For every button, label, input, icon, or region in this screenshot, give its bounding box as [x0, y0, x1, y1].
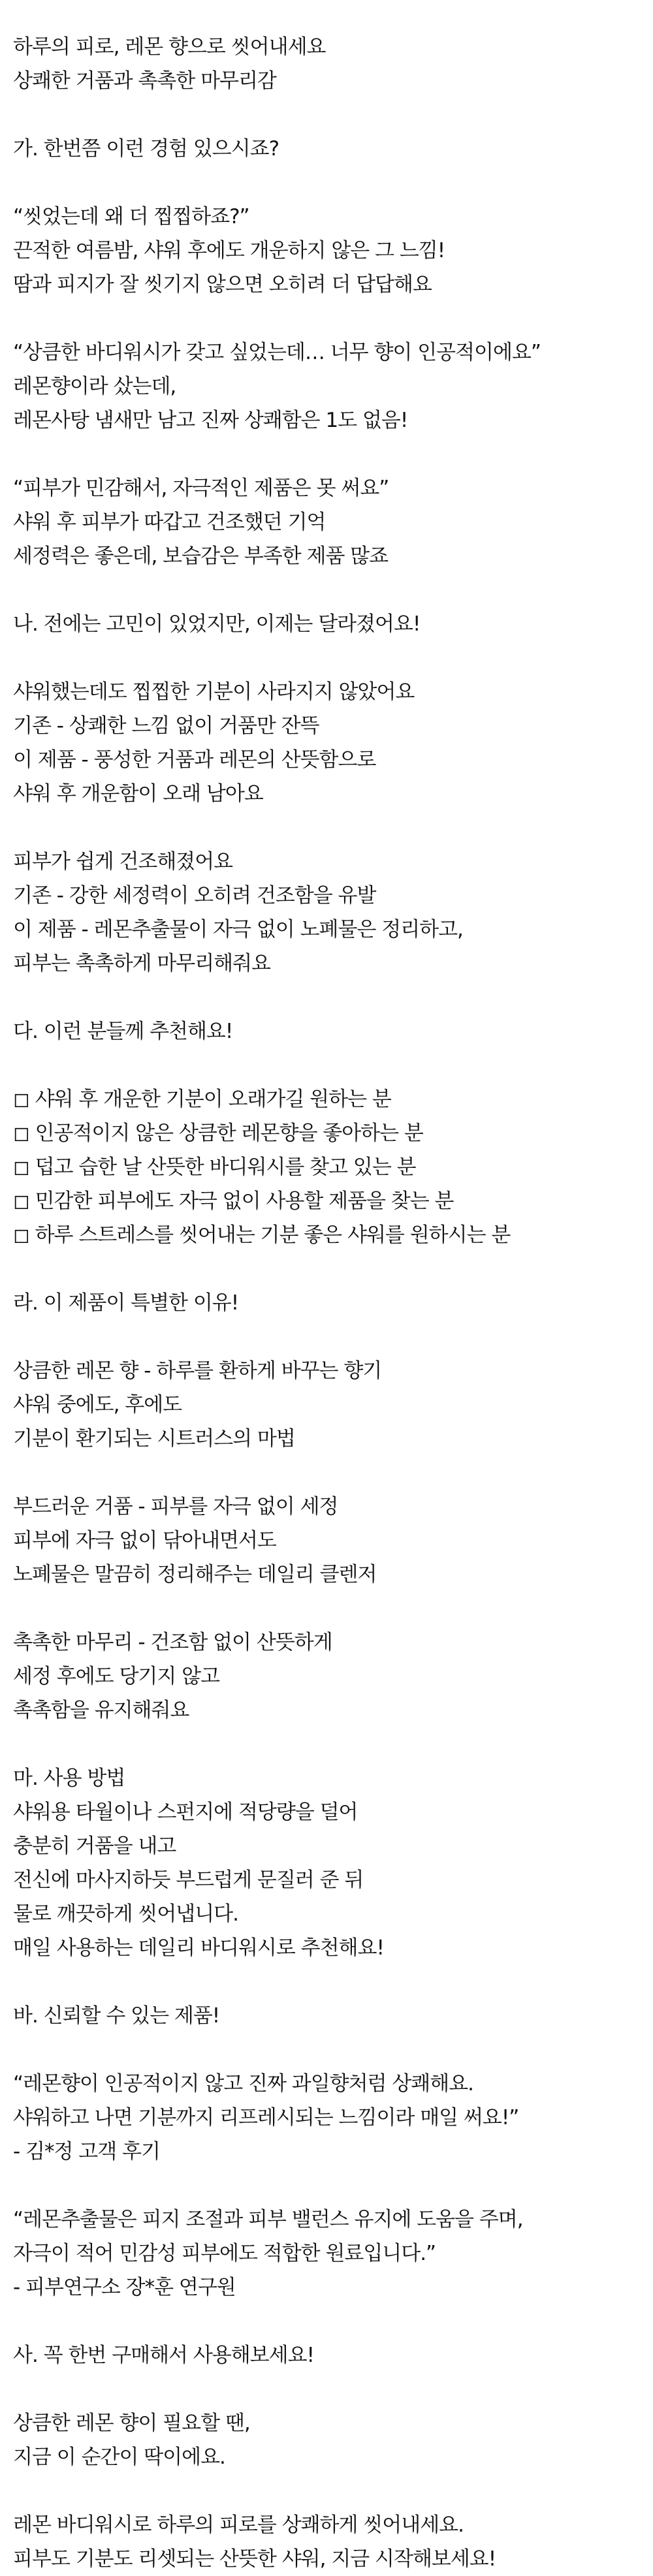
paragraph-spacer — [13, 437, 653, 471]
text-line: 상쾌한 거품과 촉촉한 마무리감 — [13, 69, 276, 93]
text-line: 기존 - 상쾌한 느낌 없이 거품만 잔뜩 — [13, 714, 319, 738]
paragraph-spacer — [13, 2474, 653, 2508]
paragraph-spacer — [13, 2169, 653, 2203]
text-line: 자극이 적어 민감성 피부에도 적합한 원료입니다.” — [13, 2242, 436, 2265]
paragraph-spacer — [13, 2033, 653, 2067]
text-line: “상큼한 바디워시가 갖고 싶었는데… 너무 향이 인공적이에요” — [13, 341, 541, 364]
text-line: “씻었는데 왜 더 찝찝하죠?” — [13, 205, 249, 228]
text-line: 피부에 자극 없이 닦아내면서도 — [13, 1529, 276, 1552]
text-line: - 피부연구소 장*훈 연구원 — [13, 2276, 236, 2299]
text-block — [13, 1286, 653, 1320]
text-line: ◻ 샤워 후 개운한 기분이 오래가길 원하는 분 — [13, 1088, 391, 1111]
paragraph-spacer — [13, 981, 653, 1014]
paragraph-spacer — [13, 2372, 653, 2406]
text-line: 샤워하고 나면 기분까지 리프레시되는 느낌이라 매일 써요!” — [13, 2106, 519, 2129]
text-line: 샤워 후 개운함이 오래 남아요 — [13, 782, 263, 806]
text-block — [13, 1761, 653, 1965]
text-line: 세정 후에도 당기지 않고 — [13, 1665, 220, 1688]
paragraph-spacer — [13, 98, 653, 132]
paragraph-spacer — [13, 573, 653, 607]
paragraph-spacer — [13, 1592, 653, 1626]
text-line: “피부가 민감해서, 자극적인 제품은 못 써요” — [13, 477, 389, 500]
text-line: 피부는 촉촉하게 마무리해줘요 — [13, 952, 271, 975]
text-block — [13, 30, 653, 98]
text-block — [13, 1354, 653, 1456]
text-line: 세정력은 좋은데, 보습감은 부족한 제품 많죠 — [13, 544, 389, 568]
text-line: 라. 이 제품이 특별한 이유! — [13, 1291, 239, 1315]
paragraph-spacer — [13, 2304, 653, 2338]
text-line: 피부도 기분도 리셋되는 산뜻한 샤워, 지금 시작해보세요! — [13, 2547, 496, 2571]
text-block — [13, 1626, 653, 1727]
text-line: 레몬향이라 샀는데, — [13, 375, 176, 398]
paragraph-spacer — [13, 302, 653, 336]
text-line: 이 제품 - 풍성한 거품과 레몬의 산뜻함으로 — [13, 748, 376, 772]
text-line: 촉촉함을 유지해줘요 — [13, 1699, 189, 1722]
text-line: 가. 한번쯤 이런 경험 있으시죠? — [13, 137, 279, 161]
text-line: 노폐물은 말끔히 정리해주는 데일리 클렌저 — [13, 1563, 377, 1586]
text-line: 하루의 피로, 레몬 향으로 씻어내세요 — [13, 35, 326, 59]
text-line: 지금 이 순간이 딱이에요. — [13, 2445, 225, 2469]
text-block — [13, 1490, 653, 1592]
text-line: 촉촉한 마무리 - 건조함 없이 산뜻하게 — [13, 1631, 332, 1654]
text-line: ◻ 하루 스트레스를 씻어내는 기분 좋은 샤워를 원하시는 분 — [13, 1223, 511, 1247]
paragraph-spacer — [13, 1048, 653, 1082]
text-line: 기분이 환기되는 시트러스의 마법 — [13, 1427, 295, 1451]
text-block — [13, 471, 653, 573]
paragraph-spacer — [13, 1965, 653, 1999]
text-line: 나. 전에는 고민이 있었지만, 이제는 달라졌어요! — [13, 612, 421, 636]
text-block — [13, 845, 653, 981]
text-line: 샤워 후 피부가 따갑고 건조했던 기억 — [13, 510, 326, 534]
text-block — [13, 200, 653, 302]
text-block — [13, 1082, 653, 1252]
text-line: ◻ 덥고 습한 날 산뜻한 바디워시를 찾고 있는 분 — [13, 1155, 416, 1179]
text-block — [13, 2406, 653, 2474]
paragraph-spacer — [13, 1252, 653, 1286]
text-line: 샤워했는데도 찝찝한 기분이 사라지지 않았어요 — [13, 680, 415, 704]
text-block — [13, 2203, 653, 2304]
text-line: ◻ 인공적이지 않은 상큼한 레몬향을 좋아하는 분 — [13, 1122, 423, 1145]
text-block — [13, 2067, 653, 2169]
text-line: 끈적한 여름밤, 샤워 후에도 개운하지 않은 그 느낌! — [13, 239, 445, 262]
text-line: 레몬사탕 냄새만 남고 진짜 상쾌함은 1도 없음! — [13, 409, 408, 432]
text-line: 전신에 마사지하듯 부드럽게 문질러 준 뒤 — [13, 1868, 364, 1892]
text-block — [13, 336, 653, 437]
paragraph-spacer — [13, 166, 653, 200]
text-line: 상큼한 레몬 향 - 하루를 환하게 바꾸는 향기 — [13, 1359, 382, 1383]
text-line: ◻ 민감한 피부에도 자극 없이 사용할 제품을 찾는 분 — [13, 1189, 454, 1213]
text-line: “레몬추출물은 피지 조절과 피부 밸런스 유지에 도움을 주며, — [13, 2208, 523, 2231]
paragraph-spacer — [13, 811, 653, 845]
text-line: “레몬향이 인공적이지 않고 진짜 과일향처럼 상쾌해요. — [13, 2072, 473, 2096]
text-line: 피부가 쉽게 건조해졌어요 — [13, 850, 233, 873]
text-line: 바. 신뢰할 수 있는 제품! — [13, 2004, 220, 2028]
text-block — [13, 675, 653, 811]
text-line: 부드러운 거품 - 피부를 자극 없이 세정 — [13, 1495, 338, 1518]
text-line: 기존 - 강한 세정력이 오히려 건조함을 유발 — [13, 884, 376, 907]
text-line: 물로 깨끗하게 씻어냅니다. — [13, 1902, 238, 1926]
text-block — [13, 607, 653, 641]
text-line: 충분히 거품을 내고 — [13, 1834, 176, 1858]
paragraph-spacer — [13, 1456, 653, 1490]
text-line: 마. 사용 방법 — [13, 1767, 125, 1790]
paragraph-spacer — [13, 641, 653, 675]
paragraph-spacer — [13, 1727, 653, 1761]
text-block — [13, 1014, 653, 1048]
text-block — [13, 1999, 653, 2033]
text-block — [13, 2508, 653, 2576]
text-line: 상큼한 레몬 향이 필요할 땐, — [13, 2411, 250, 2435]
text-line: 샤워용 타월이나 스펀지에 적당량을 덜어 — [13, 1800, 358, 1824]
text-line: 다. 이런 분들께 추천해요! — [13, 1020, 233, 1043]
text-line: 매일 사용하는 데일리 바디워시로 추천해요! — [13, 1936, 384, 1960]
text-line: 레몬 바디워시로 하루의 피로를 상쾌하게 씻어내세요. — [13, 2513, 464, 2537]
text-line: 이 제품 - 레몬추출물이 자극 없이 노폐물은 정리하고, — [13, 918, 463, 941]
text-block — [13, 132, 653, 166]
text-block — [13, 2338, 653, 2372]
text-line: 사. 꼭 한번 구매해서 사용해보세요! — [13, 2344, 314, 2367]
paragraph-spacer — [13, 1320, 653, 1354]
text-line: 샤워 중에도, 후에도 — [13, 1393, 182, 1417]
text-line: - 김*정 고객 후기 — [13, 2140, 160, 2163]
text-line: 땀과 피지가 잘 씻기지 않으면 오히려 더 답답해요 — [13, 273, 432, 296]
